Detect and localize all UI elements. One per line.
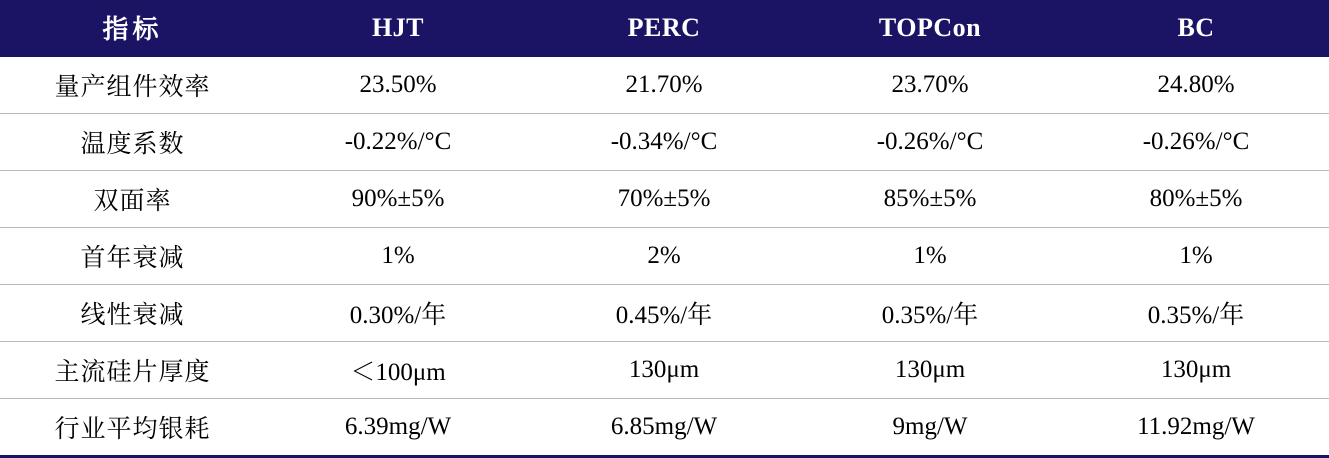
cell-hjt: 1% (265, 228, 531, 285)
cell-perc: 0.45%/年 (531, 285, 797, 342)
row-metric-label: 温度系数 (0, 114, 265, 171)
cell-perc: -0.34%/°C (531, 114, 797, 171)
cell-perc: 2% (531, 228, 797, 285)
table-row (0, 228, 1329, 285)
table-row (0, 285, 1329, 342)
cell-hjt: -0.22%/°C (265, 114, 531, 171)
cell-bc: 130μm (1063, 342, 1329, 399)
cell-bc: 11.92mg/W (1063, 399, 1329, 457)
cell-perc: 6.85mg/W (531, 399, 797, 457)
cell-bc: 80%±5% (1063, 171, 1329, 228)
cell-bc: 1% (1063, 228, 1329, 285)
table-header (0, 0, 1329, 57)
cell-topcon: 0.35%/年 (797, 285, 1063, 342)
column-header-topcon: TOPCon (878, 12, 982, 42)
row-metric-label: 行业平均银耗 (0, 399, 265, 457)
cell-hjt: 6.39mg/W (265, 399, 531, 457)
column-header-bc: BC (1177, 12, 1215, 42)
cell-hjt: 90%±5% (265, 171, 531, 228)
table-body (0, 57, 1329, 457)
column-header-hjt: HJT (371, 12, 425, 42)
cell-topcon: 1% (797, 228, 1063, 285)
row-metric-label: 量产组件效率 (0, 57, 265, 114)
cell-perc: 70%±5% (531, 171, 797, 228)
cell-hjt: 0.30%/年 (265, 285, 531, 342)
column-header-metric: 指标 (102, 15, 163, 44)
cell-perc: 130μm (531, 342, 797, 399)
cell-topcon: -0.26%/°C (797, 114, 1063, 171)
cell-topcon: 23.70% (797, 57, 1063, 114)
header-row (0, 0, 1329, 57)
cell-bc: 24.80% (1063, 57, 1329, 114)
row-metric-label: 首年衰减 (0, 228, 265, 285)
cell-bc: 0.35%/年 (1063, 285, 1329, 342)
cell-perc: 21.70% (531, 57, 797, 114)
table-row (0, 57, 1329, 114)
table-row (0, 342, 1329, 399)
column-header-perc: PERC (627, 12, 701, 42)
cell-hjt: ＜100μm (265, 342, 531, 399)
table-row (0, 114, 1329, 171)
table-row (0, 171, 1329, 228)
row-metric-label: 线性衰减 (0, 285, 265, 342)
cell-hjt: 23.50% (265, 57, 531, 114)
row-metric-label: 双面率 (0, 171, 265, 228)
row-metric-label: 主流硅片厚度 (0, 342, 265, 399)
table-row (0, 399, 1329, 457)
cell-topcon: 9mg/W (797, 399, 1063, 457)
cell-bc: -0.26%/°C (1063, 114, 1329, 171)
cell-topcon: 85%±5% (797, 171, 1063, 228)
cell-topcon: 130μm (797, 342, 1063, 399)
